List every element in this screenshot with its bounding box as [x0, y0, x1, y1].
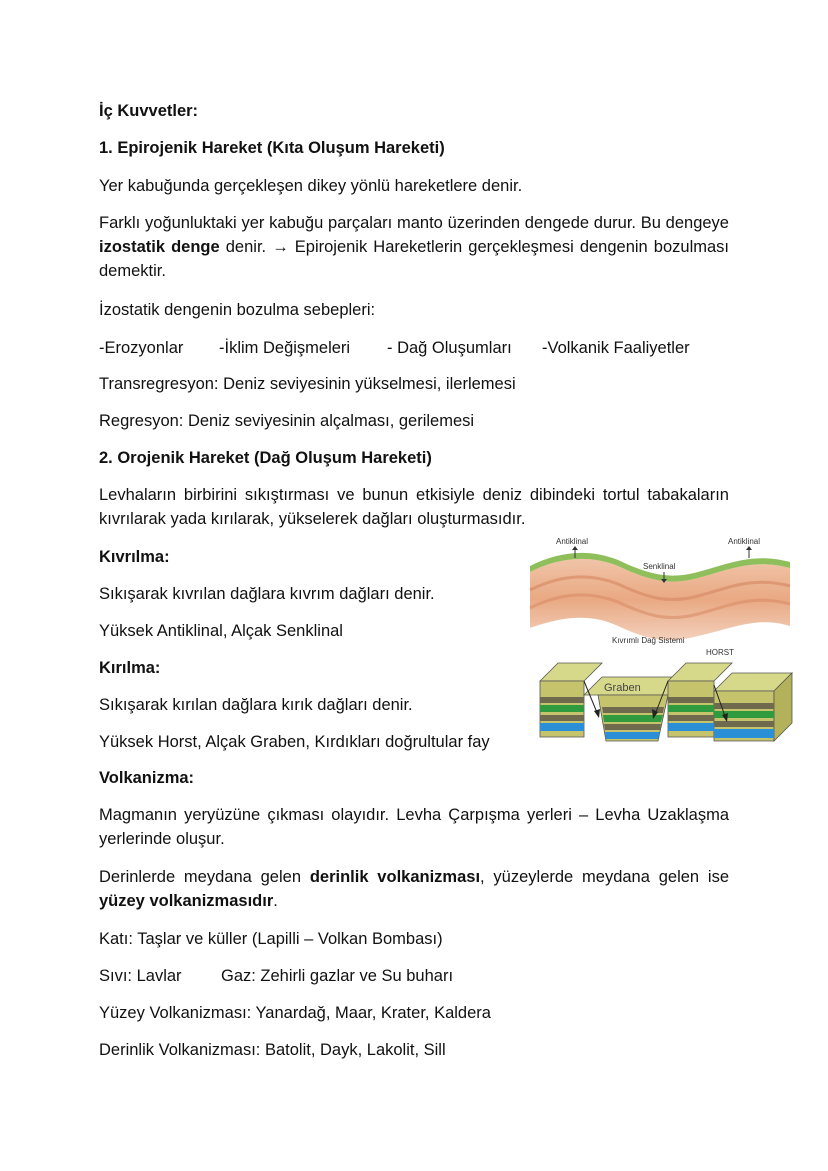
- horst-graben-diagram: [536, 645, 796, 745]
- deep-volcanism-types: Derinlik Volkanizması: Batolit, Dayk, Lakolit, Sill: [99, 1041, 446, 1059]
- volcanism-definition: Magmanın yeryüzüne çıkması olayıdır. Levha Çarpışma yerleri – Levha Uzaklaşma yerlerinde oluşur.: [99, 806, 729, 848]
- figure-caption: Kıvrımlı Dağ Sistemi: [612, 636, 685, 645]
- anticline-left-label: Antiklinal: [556, 537, 589, 546]
- faulting-note: Yüksek Horst, Alçak Graben, Kırdıkları doğrultular fay: [99, 733, 490, 751]
- graben-label: Graben: [604, 682, 641, 694]
- solid-products: Katı: Taşlar ve küller (Lapilli – Volkan Bombası): [99, 930, 443, 948]
- folding-title: Kıvrılma:: [99, 548, 170, 566]
- izostatik-text-1: Farklı yoğunluktaki yer kabuğu parçaları manto üzerinden dengede durur. Bu dengeye: [99, 214, 729, 232]
- cause-item: -Erozyonlar: [99, 339, 184, 357]
- faulting-title: Kırılma:: [99, 659, 161, 677]
- liquid-products: Sıvı: Lavlar: [99, 967, 182, 985]
- surface-volcanism-bold: yüzey volkanizmasıdır: [99, 892, 274, 910]
- causes-title: İzostatik dengenin bozulma sebepleri:: [99, 301, 376, 319]
- orojenik-title: 2. Orojenik Hareket (Dağ Oluşum Hareketi): [99, 449, 432, 467]
- causes-list: [99, 336, 690, 360]
- arrow-up-icon: [746, 546, 752, 550]
- cause-item: -İklim Değişmeleri: [219, 339, 351, 357]
- gas-products: Gaz: Zehirli gazlar ve Su buharı: [221, 967, 454, 985]
- faulting-text: Sıkışarak kırılan dağlara kırık dağları denir.: [99, 696, 413, 714]
- epirojenik-title: 1. Epirojenik Hareket (Kıta Oluşum Hareketi): [99, 139, 445, 157]
- volcanism-types-paragraph: [99, 865, 729, 913]
- arrow-up-icon: [572, 546, 578, 550]
- volcanism-text-3: .: [273, 892, 278, 910]
- volcanism-text-1: Derinlerde meydana gelen: [99, 868, 310, 886]
- regression-line: Regresyon: Deniz seviyesinin alçalması, gerilemesi: [99, 412, 475, 430]
- transgression-line: Transregresyon: Deniz seviyesinin yükselmesi, ilerlemesi: [99, 375, 516, 393]
- deep-volcanism-bold: derinlik volkanizması: [309, 868, 481, 886]
- page-heading: İç Kuvvetler:: [99, 102, 199, 120]
- folding-note: Yüksek Antiklinal, Alçak Senklinal: [99, 622, 343, 640]
- anticline-right-label: Antiklinal: [728, 537, 761, 546]
- volcanism-title: Volkanizma:: [99, 769, 195, 787]
- izostatik-bold: izostatik denge: [99, 238, 220, 256]
- surface-volcanism-types: Yüzey Volkanizması: Yanardağ, Maar, Krater, Kaldera: [99, 1004, 491, 1022]
- cause-item: -Volkanik Faaliyetler: [542, 339, 690, 357]
- syncline-label: Senklinal: [643, 562, 676, 571]
- volcanism-text-2: , yüzeylerde meydana gelen ise: [480, 868, 730, 886]
- cause-item: - Dağ Oluşumları: [387, 339, 512, 357]
- izostatik-text-2: denir. → Epirojenik Hareketlerin gerçekleşmesi dengenin bozulması demektir.: [99, 238, 729, 280]
- izostatik-paragraph: [99, 211, 729, 283]
- fold-mountain-diagram: [528, 532, 794, 650]
- epirojenik-definition: Yer kabuğunda gerçekleşen dikey yönlü hareketlere denir.: [99, 177, 523, 195]
- fault-arrow-icon: [594, 709, 600, 718]
- folding-text: Sıkışarak kıvrılan dağlara kıvrım dağları denir.: [99, 585, 435, 603]
- orojenik-definition: Levhaların birbirini sıkıştırması ve bunun etkisiyle deniz dibindeki tortul tabakaların kıvrılarak yada kırılarak, yükselerek dağları oluşturmasıdır.: [99, 486, 729, 528]
- liquid-gas-products: [99, 964, 453, 988]
- horst-label: HORST: [706, 648, 734, 657]
